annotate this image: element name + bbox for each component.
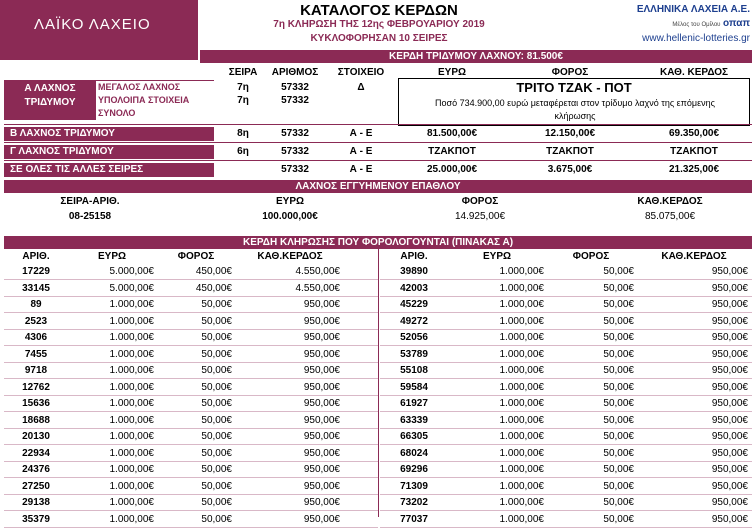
b-number: 57332 xyxy=(281,128,309,139)
g-series-number: 08-25158 xyxy=(68,211,112,222)
row-divider xyxy=(4,142,752,143)
table-a-cell-euro: 1.000,00€ xyxy=(499,299,544,310)
table-a-cell-net: 950,00€ xyxy=(711,365,748,376)
table-row-divider xyxy=(4,444,378,445)
table-a-cell-tax: 50,00€ xyxy=(201,464,232,475)
table-a-cell-tax: 50,00€ xyxy=(201,480,232,492)
a-row-rest-name: ΥΠΟΛΟΙΠΑ ΣΤΟΙΧΕΙΑ xyxy=(98,95,190,105)
table-a-cell-tax: 50,00€ xyxy=(201,348,232,360)
table-a-cell-euro: 1.000,00€ xyxy=(109,447,154,459)
table-a-cell-net: 950,00€ xyxy=(303,447,340,459)
brand-name: ΕΛΛΗΝΙΚΑ ΛΑΧΕΙΑ Α.Ε. xyxy=(636,4,750,15)
table-a-cell-net: 950,00€ xyxy=(711,513,748,525)
g-col-net: ΚΑΘ.ΚΕΡΔΟΣ xyxy=(637,196,703,207)
table-a-header-net: ΚΑΘ.ΚΕΡΔΟΣ xyxy=(257,251,323,262)
table-a-cell-euro: 1.000,00€ xyxy=(499,464,544,475)
opap-logo: οπαπ xyxy=(722,18,750,29)
table-a-cell-net: 950,00€ xyxy=(711,299,748,310)
other-net: 21.325,00€ xyxy=(668,164,720,175)
table-a-cell-euro: 1.000,00€ xyxy=(109,464,154,475)
table-row-divider xyxy=(380,510,752,511)
table-a-header-number: ΑΡΙΘ. xyxy=(22,251,50,262)
table-a-cell-net: 950,00€ xyxy=(303,381,340,393)
table-a-cell-number: 71309 xyxy=(400,480,428,492)
table-a-cell-euro: 1.000,00€ xyxy=(499,332,544,343)
table-a-cell-number: 22934 xyxy=(22,447,50,459)
table-a-header-euro: ΕΥΡΩ xyxy=(97,251,127,262)
table-a-cell-net: 950,00€ xyxy=(711,464,748,475)
table-a-cell-net: 950,00€ xyxy=(303,315,340,327)
table-a-cell-number: 89 xyxy=(30,299,42,310)
c-element: Α - Ε xyxy=(349,146,373,157)
table-a-cell-net: 950,00€ xyxy=(711,282,748,294)
table-a-cell-number: 42003 xyxy=(400,282,428,294)
table-a-cell-number: 53789 xyxy=(400,348,428,360)
g-net: 85.075,00€ xyxy=(644,211,696,222)
table-a-cell-tax: 50,00€ xyxy=(603,464,634,475)
table-a-cell-tax: 50,00€ xyxy=(201,513,232,525)
b-prize-label: Β ΛΑΧΝΟΣ ΤΡΙΔΥΜΟΥ xyxy=(4,127,214,141)
table-a-cell-tax: 50,00€ xyxy=(603,431,634,442)
table-row-divider xyxy=(380,312,752,313)
table-a-separator xyxy=(378,249,379,517)
table-a-cell-euro: 1.000,00€ xyxy=(109,365,154,376)
table-a-cell-number: 39890 xyxy=(400,266,428,277)
brand-member-text: Μέλος του Ομίλου xyxy=(672,22,721,28)
row-divider xyxy=(4,160,752,161)
table-a-cell-number: 15636 xyxy=(22,398,50,409)
other-euro: 25.000,00€ xyxy=(426,164,478,175)
table-a-cell-euro: 1.000,00€ xyxy=(109,398,154,409)
table-a-cell-tax: 50,00€ xyxy=(603,282,634,294)
table-a-cell-euro: 1.000,00€ xyxy=(499,414,544,426)
table-a-cell-euro: 1.000,00€ xyxy=(499,315,544,327)
other-tax: 3.675,00€ xyxy=(547,164,593,175)
table-a-header-euro: ΕΥΡΩ xyxy=(482,251,512,262)
b-net: 69.350,00€ xyxy=(668,128,720,139)
table-a-cell-number: 7455 xyxy=(24,348,48,360)
table-a-header-net: ΚΑΘ.ΚΕΡΔΟΣ xyxy=(661,251,727,262)
table-a-cell-tax: 50,00€ xyxy=(201,381,232,393)
col-series: ΣΕΙΡΑ xyxy=(228,67,258,78)
table-a-cell-tax: 50,00€ xyxy=(603,266,634,277)
table-a-cell-number: 33145 xyxy=(22,282,50,294)
table-a-cell-euro: 1.000,00€ xyxy=(109,513,154,525)
table-row-divider xyxy=(4,494,378,495)
table-a-cell-tax: 50,00€ xyxy=(603,299,634,310)
other-series-label: ΣΕ ΟΛΕΣ ΤΙΣ ΑΛΛΕΣ ΣΕΙΡΕΣ xyxy=(4,163,214,177)
table-a-cell-tax: 50,00€ xyxy=(603,381,634,393)
jackpot-text: Ποσό 734.900,00 ευρώ μεταφέρεται στον τρίδυμο λαχνό της επόμενης κλήρωσης xyxy=(435,98,715,121)
table-row-divider xyxy=(4,461,378,462)
table-a-cell-number: 59584 xyxy=(400,381,428,393)
table-a-cell-net: 4.550,00€ xyxy=(295,266,340,277)
table-a-cell-tax: 50,00€ xyxy=(603,315,634,327)
table-a-cell-number: 4306 xyxy=(24,332,48,343)
table-a-cell-euro: 1.000,00€ xyxy=(109,381,154,393)
g-euro: 100.000,00€ xyxy=(262,211,318,222)
table-row-divider xyxy=(380,444,752,445)
table-a-cell-euro: 1.000,00€ xyxy=(109,348,154,360)
table-row-divider xyxy=(4,312,378,313)
series-info: ΚΥΚΛΟΦΟΡΗΣΑΝ 10 ΣΕΙΡΕΣ xyxy=(310,33,448,44)
table-a-cell-net: 950,00€ xyxy=(711,348,748,360)
table-row-divider xyxy=(4,296,378,297)
table-a-cell-net: 950,00€ xyxy=(303,513,340,525)
b-tax: 12.150,00€ xyxy=(544,128,596,139)
draw-info: 7η ΚΛΗΡΩΣΗ ΤΗΣ 12ης ΦΕΒΡΟΥΑΡΙΟΥ 2019 xyxy=(273,19,485,30)
table-row-divider xyxy=(380,362,752,363)
col-number: ΑΡΙΘΜΟΣ xyxy=(271,67,319,78)
g-col-series: ΣΕΙΡΑ-ΑΡΙΘ. xyxy=(60,196,120,207)
table-a-cell-net: 950,00€ xyxy=(711,266,748,277)
table-a-cell-euro: 1.000,00€ xyxy=(499,480,544,492)
table-a-cell-number: 18688 xyxy=(22,414,50,426)
other-number: 57332 xyxy=(281,164,309,175)
table-a-cell-euro: 1.000,00€ xyxy=(499,513,544,525)
table-a-cell-net: 950,00€ xyxy=(711,431,748,442)
table-a-cell-euro: 1.000,00€ xyxy=(499,266,544,277)
table-row-divider xyxy=(380,461,752,462)
table-a-cell-net: 950,00€ xyxy=(711,447,748,459)
c-series: 6η xyxy=(237,146,249,157)
table-a-cell-tax: 50,00€ xyxy=(603,365,634,376)
table-a-cell-tax: 50,00€ xyxy=(603,414,634,426)
table-a-cell-net: 950,00€ xyxy=(303,365,340,376)
table-row-divider xyxy=(4,428,378,429)
table-a-cell-number: 2523 xyxy=(24,315,48,327)
table-a-cell-number: 73202 xyxy=(400,497,428,508)
col-euro: ΕΥΡΩ xyxy=(437,67,467,78)
table-a-cell-tax: 50,00€ xyxy=(201,315,232,327)
table-a-cell-euro: 1.000,00€ xyxy=(109,315,154,327)
table-a-cell-net: 950,00€ xyxy=(303,464,340,475)
table-a-cell-euro: 1.000,00€ xyxy=(109,299,154,310)
table-a-cell-euro: 1.000,00€ xyxy=(109,414,154,426)
a-row-total-name: ΣΥΝΟΛΟ xyxy=(98,108,136,118)
table-a-header-number: ΑΡΙΘ. xyxy=(400,251,428,262)
guaranteed-prize-band: ΛΑΧΝΟΣ ΕΓΓΥΗΜΕΝΟΥ ΕΠΑΘΛΟΥ xyxy=(4,180,752,193)
table-a-cell-number: 24376 xyxy=(22,464,50,475)
table-a-cell-euro: 1.000,00€ xyxy=(499,497,544,508)
table-a-cell-euro: 1.000,00€ xyxy=(499,282,544,294)
table-row-divider xyxy=(4,527,378,528)
table-a-cell-net: 950,00€ xyxy=(711,480,748,492)
table-a-cell-number: 68024 xyxy=(400,447,428,459)
brand-member xyxy=(672,18,750,29)
table-a-cell-euro: 1.000,00€ xyxy=(499,398,544,409)
table-a-cell-number: 45229 xyxy=(400,299,428,310)
table-a-cell-number: 77037 xyxy=(400,513,428,525)
table-a-cell-euro: 1.000,00€ xyxy=(499,447,544,459)
table-a-cell-net: 950,00€ xyxy=(303,299,340,310)
table-a-cell-number: 20130 xyxy=(22,431,50,442)
table-a-cell-net: 950,00€ xyxy=(303,398,340,409)
table-a-cell-tax: 50,00€ xyxy=(201,414,232,426)
table-a-cell-euro: 1.000,00€ xyxy=(499,381,544,393)
b-element: Α - Ε xyxy=(349,128,373,139)
c-prize-label: Γ ΛΑΧΝΟΣ ΤΡΙΔΥΜΟΥ xyxy=(4,145,214,159)
table-row-divider xyxy=(4,477,378,478)
g-col-euro: ΕΥΡΩ xyxy=(275,196,305,207)
jackpot-title: ΤΡΙΤΟ ΤΖΑΚ - ΠΟΤ xyxy=(516,80,632,95)
col-element: ΣΤΟΙΧΕΙΟ xyxy=(337,67,385,78)
table-a-cell-euro: 1.000,00€ xyxy=(499,365,544,376)
table-a-cell-net: 950,00€ xyxy=(711,414,748,426)
table-a-cell-net: 950,00€ xyxy=(303,480,340,492)
table-a-cell-tax: 50,00€ xyxy=(603,497,634,508)
table-row-divider xyxy=(4,395,378,396)
table-row-divider xyxy=(4,411,378,412)
table-a-cell-tax: 50,00€ xyxy=(603,332,634,343)
table-row-divider xyxy=(380,411,752,412)
table-row-divider xyxy=(380,527,752,528)
table-a-cell-tax: 50,00€ xyxy=(201,431,232,442)
table-a-cell-net: 950,00€ xyxy=(303,497,340,508)
table-a-cell-number: 29138 xyxy=(22,497,50,508)
table-a-cell-number: 9718 xyxy=(24,365,48,376)
website-link[interactable]: www.hellenic-lotteries.gr xyxy=(642,33,750,44)
row-divider xyxy=(4,124,752,125)
table-a-cell-tax: 50,00€ xyxy=(603,447,634,459)
table-row-divider xyxy=(380,329,752,330)
table-a-cell-net: 950,00€ xyxy=(303,332,340,343)
table-a-cell-tax: 450,00€ xyxy=(195,266,232,277)
table-a-cell-net: 950,00€ xyxy=(303,348,340,360)
c-number: 57332 xyxy=(281,146,309,157)
g-tax: 14.925,00€ xyxy=(454,211,506,222)
table-row-divider xyxy=(380,477,752,478)
table-a-cell-net: 950,00€ xyxy=(711,332,748,343)
table-row-divider xyxy=(4,510,378,511)
table-row-divider xyxy=(4,345,378,346)
table-row-divider xyxy=(380,279,752,280)
table-a-cell-tax: 50,00€ xyxy=(603,348,634,360)
table-a-cell-number: 66305 xyxy=(400,431,428,442)
table-a-cell-net: 950,00€ xyxy=(711,398,748,409)
table-row-divider xyxy=(4,279,378,280)
table-row-divider xyxy=(4,329,378,330)
page-title: ΚΑΤΑΛΟΓΟΣ ΚΕΡΔΩΝ xyxy=(300,2,458,19)
table-a-cell-net: 950,00€ xyxy=(711,381,748,393)
table-a-cell-number: 17229 xyxy=(22,266,50,277)
col-tax: ΦΟΡΟΣ xyxy=(551,67,589,78)
table-a-header-tax: ΦΟΡΟΣ xyxy=(177,251,215,262)
table-a-cell-euro: 5.000,00€ xyxy=(109,266,154,277)
table-a-cell-net: 950,00€ xyxy=(303,431,340,442)
table-a-cell-net: 950,00€ xyxy=(303,414,340,426)
table-a-cell-euro: 1.000,00€ xyxy=(109,480,154,492)
a-row-main-element: Δ xyxy=(357,82,365,93)
table-row-divider xyxy=(4,362,378,363)
table-row-divider xyxy=(380,494,752,495)
table-a-cell-tax: 50,00€ xyxy=(201,398,232,409)
table-a-cell-net: 950,00€ xyxy=(711,315,748,327)
table-a-cell-number: 49272 xyxy=(400,315,428,327)
table-a-cell-number: 27250 xyxy=(22,480,50,492)
table-a-cell-number: 52056 xyxy=(400,332,428,343)
table-a-cell-number: 55108 xyxy=(400,365,428,376)
table-a-cell-tax: 50,00€ xyxy=(201,447,232,459)
table-row-divider xyxy=(380,428,752,429)
col-net: ΚΑΘ. ΚΕΡΔΟΣ xyxy=(659,67,729,78)
c-euro: ΤΖΑΚΠΟΤ xyxy=(428,146,476,157)
triple-winnings-band: ΚΕΡΔΗ ΤΡΙΔΥΜΟΥ ΛΑΧΝΟΥ: 81.500€ xyxy=(200,50,752,63)
table-a-cell-tax: 50,00€ xyxy=(603,513,634,525)
g-col-tax: ΦΟΡΟΣ xyxy=(461,196,499,207)
table-row-divider xyxy=(380,296,752,297)
table-row-divider xyxy=(380,395,752,396)
lottery-logo: ΛΑΪΚΟ ΛΑΧΕΙΟ xyxy=(34,16,151,33)
table-a-cell-number: 63339 xyxy=(400,414,428,426)
a-prize-label: Α ΛΑΧΝΟΣ ΤΡΙΔΥΜΟΥ xyxy=(4,80,96,120)
table-row-divider xyxy=(4,378,378,379)
a-row-main-series: 7η xyxy=(237,82,249,93)
a-row-rest-number: 57332 xyxy=(281,95,309,106)
table-a-cell-euro: 5.000,00€ xyxy=(109,282,154,294)
table-a-cell-euro: 1.000,00€ xyxy=(109,497,154,508)
c-net: ΤΖΑΚΠΟΤ xyxy=(670,146,718,157)
table-a-cell-tax: 50,00€ xyxy=(603,480,634,492)
table-a-cell-net: 4.550,00€ xyxy=(295,282,340,294)
a-row-main-name: ΜΕΓΑΛΟΣ ΛΑΧΝΟΣ xyxy=(98,82,181,92)
table-a-cell-tax: 450,00€ xyxy=(195,282,232,294)
b-euro: 81.500,00€ xyxy=(426,128,478,139)
b-series: 8η xyxy=(237,128,249,139)
table-row-divider xyxy=(380,345,752,346)
table-a-cell-euro: 1.000,00€ xyxy=(109,332,154,343)
table-a-cell-tax: 50,00€ xyxy=(201,299,232,310)
a-row-rest-series: 7η xyxy=(237,95,249,106)
table-a-cell-number: 69296 xyxy=(400,464,428,475)
table-a-cell-tax: 50,00€ xyxy=(201,365,232,376)
table-a-cell-euro: 1.000,00€ xyxy=(499,431,544,442)
table-a-cell-number: 61927 xyxy=(400,398,428,409)
table-a-cell-number: 35379 xyxy=(22,513,50,525)
c-tax: ΤΖΑΚΠΟΤ xyxy=(546,146,594,157)
table-a-cell-euro: 1.000,00€ xyxy=(499,348,544,360)
table-a-cell-tax: 50,00€ xyxy=(201,497,232,508)
table-a-cell-net: 950,00€ xyxy=(711,497,748,508)
table-a-cell-euro: 1.000,00€ xyxy=(109,431,154,442)
table-row-divider xyxy=(380,378,752,379)
a-row-main-number: 57332 xyxy=(281,82,309,93)
table-a-band: ΚΕΡΔΗ ΚΛΗΡΩΣΗΣ ΠΟΥ ΦΟΡΟΛΟΓΟΥΝΤΑΙ (ΠΙΝΑΚΑΣ Α) xyxy=(4,236,752,249)
table-a-header-tax: ΦΟΡΟΣ xyxy=(572,251,610,262)
other-element: Α - Ε xyxy=(349,164,373,175)
table-a-cell-number: 12762 xyxy=(22,381,50,393)
table-a-cell-tax: 50,00€ xyxy=(201,332,232,343)
table-a-cell-tax: 50,00€ xyxy=(603,398,634,409)
